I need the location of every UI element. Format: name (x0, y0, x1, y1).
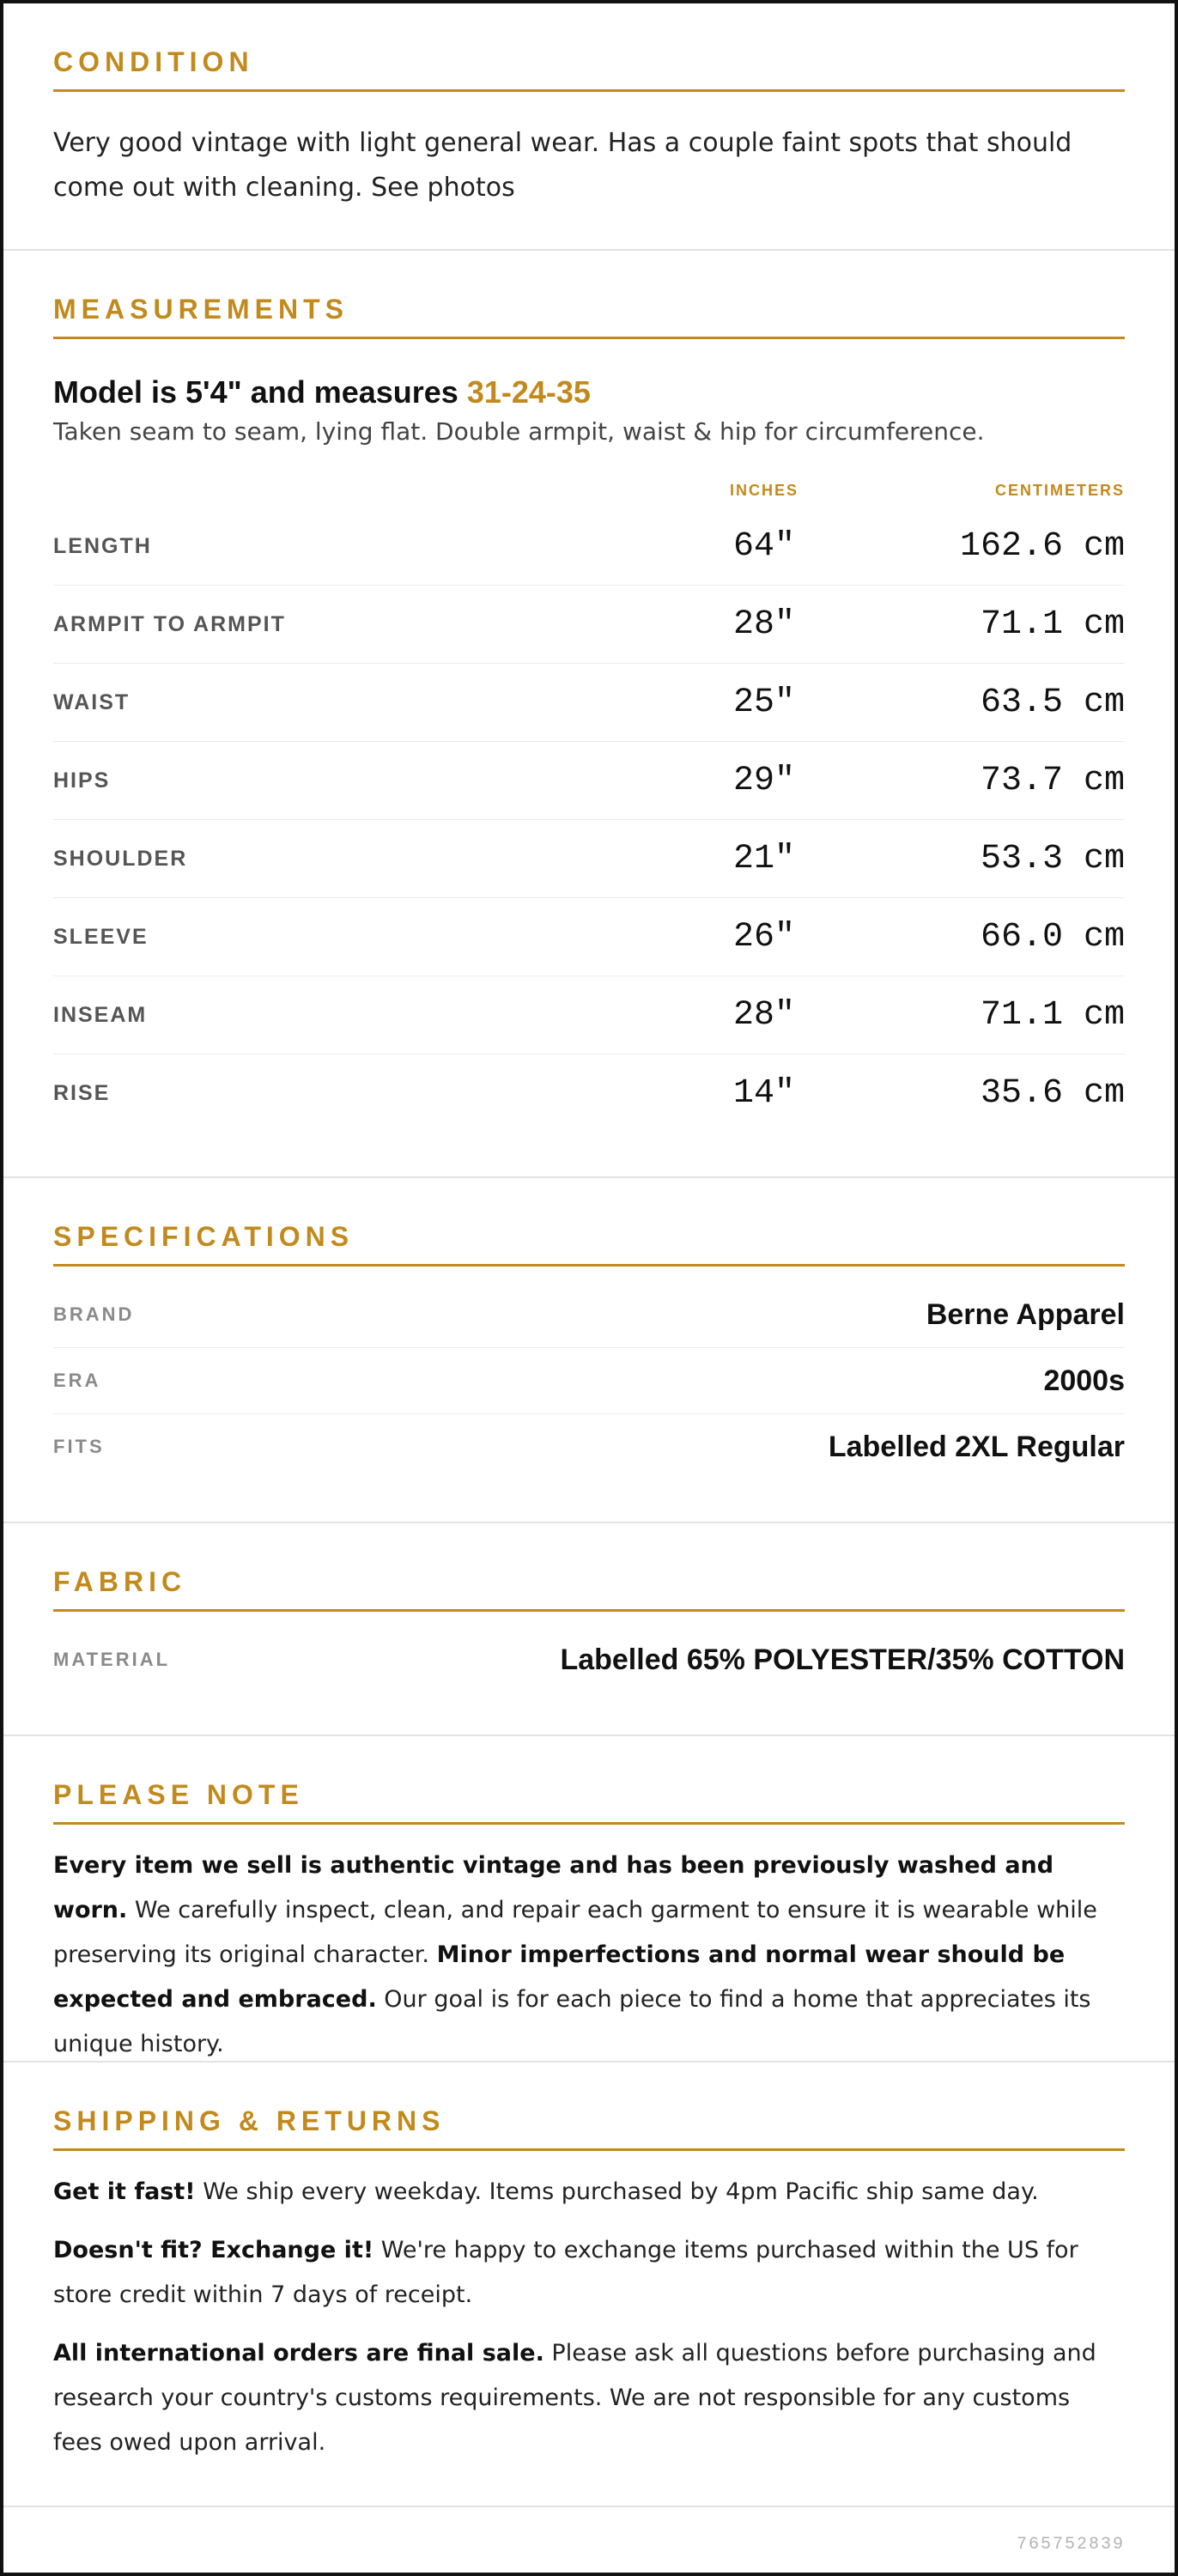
measurement-cm: 63.5 cm (980, 683, 1125, 722)
measurement-label: ARMPIT TO ARMPIT (53, 611, 286, 636)
measurement-cm: 35.6 cm (980, 1073, 1125, 1113)
condition-heading: CONDITION (53, 45, 1125, 92)
note-bold-1: Every item we sell is authentic vintage and has been previously washed and worn. (53, 1852, 1054, 1923)
shipping-bold-2: Doesn't fit? Exchange it! (53, 2237, 374, 2263)
spec-row-brand (53, 1282, 1125, 1348)
fabric-value: Labelled 65% POLYESTER/35% COTTON (560, 1643, 1125, 1676)
measurement-table (53, 507, 1125, 1132)
measurement-inches: 28" (732, 995, 795, 1035)
fabric-heading: FABRIC (53, 1564, 1125, 1612)
fabric-label: MATERIAL (53, 1649, 171, 1670)
measurement-row-armpit (53, 586, 1125, 664)
measurement-row-sleeve (53, 898, 1125, 976)
condition-section (3, 3, 1175, 251)
spec-row-era (53, 1348, 1125, 1414)
note-bold-2: Minor imperfections and normal wear should be expected and embraced. (53, 1941, 1066, 2013)
please-note-text (53, 1844, 1125, 2067)
note-text-1: We carefully inspect, clean, and repair each garment to ensure it is wearable while preserving its original character. (53, 1897, 1097, 1968)
model-measurements: 31-24-35 (466, 374, 591, 410)
spec-label: FITS (53, 1436, 105, 1457)
measurement-row-rise (53, 1054, 1125, 1132)
measurement-inches: 25" (732, 683, 795, 722)
measurement-label: LENGTH (53, 533, 152, 558)
centimeters-column-header: CENTIMETERS (994, 481, 1125, 499)
footer (3, 2507, 1175, 2576)
measurement-inches: 21" (732, 839, 795, 878)
spec-row-fits (53, 1414, 1125, 1479)
shipping-paragraph-2 (53, 2228, 1125, 2318)
measurement-cm: 162.6 cm (959, 526, 1125, 566)
measurement-cm: 73.7 cm (980, 761, 1125, 800)
measurement-label: SLEEVE (53, 924, 149, 949)
measurements-heading: MEASUREMENTS (53, 292, 1125, 339)
spec-label: BRAND (53, 1303, 135, 1325)
measurement-cm: 71.1 cm (980, 605, 1125, 644)
measurement-label: SHOULDER (53, 846, 188, 871)
measurement-cm: 53.3 cm (980, 839, 1125, 878)
please-note-heading: PLEASE NOTE (53, 1777, 1125, 1825)
measurement-inches: 64" (732, 526, 795, 566)
measurement-label: INSEAM (53, 1002, 148, 1027)
shipping-section (3, 2063, 1175, 2507)
specifications-list (53, 1282, 1125, 1479)
fabric-row-material (53, 1627, 1125, 1692)
measurement-label: HIPS (53, 768, 111, 793)
please-note-section (3, 1736, 1175, 2063)
measurement-inches: 26" (732, 917, 795, 957)
shipping-heading: SHIPPING & RETURNS (53, 2104, 1125, 2151)
shipping-paragraph-1 (53, 2170, 1125, 2215)
shipping-bold-3: All international orders are final sale. (53, 2340, 544, 2366)
spec-value: Berne Apparel (926, 1297, 1125, 1331)
spec-value: Labelled 2XL Regular (828, 1430, 1125, 1463)
spec-label: ERA (53, 1370, 101, 1391)
measurement-note: Taken seam to seam, lying flat. Double armpit, waist & hip for circumference. (53, 417, 985, 446)
fabric-section (3, 1523, 1175, 1736)
measurement-label: RISE (53, 1080, 111, 1105)
shipping-text-2: We're happy to exchange items purchased within the US for store credit within 7 days of receipt. (53, 2237, 1078, 2308)
shipping-text-1: We ship every weekday. Items purchased by 4pm Pacific ship same day. (195, 2178, 1039, 2205)
measurement-row-inseam (53, 976, 1125, 1054)
measurement-table-header (53, 473, 1125, 507)
shipping-paragraph-3 (53, 2331, 1125, 2465)
measurement-inches: 29" (732, 761, 795, 800)
fabric-list (53, 1627, 1125, 1692)
specifications-heading: SPECIFICATIONS (53, 1219, 1125, 1267)
measurement-row-length (53, 507, 1125, 586)
measurement-row-shoulder (53, 820, 1125, 898)
measurement-inches: 14" (732, 1073, 795, 1113)
product-id: 765752839 (1016, 2534, 1125, 2555)
measurement-label: WAIST (53, 690, 131, 714)
spec-value: 2000s (1043, 1364, 1125, 1397)
measurement-row-waist (53, 664, 1125, 742)
measurement-row-hips (53, 742, 1125, 820)
measurements-section (3, 251, 1175, 1178)
model-prefix: Model is 5'4" and measures (53, 374, 467, 410)
model-info (53, 374, 1125, 411)
measurement-cm: 66.0 cm (980, 917, 1125, 957)
specifications-section (3, 1178, 1175, 1523)
note-text-2: Our goal is for each piece to find a home that appreciates its unique history. (53, 1986, 1091, 2057)
measurement-inches: 28" (732, 605, 795, 644)
measurement-cm: 71.1 cm (980, 995, 1125, 1035)
shipping-bold-1: Get it fast! (53, 2178, 196, 2205)
shipping-text-3: Please ask all questions before purchasing and research your country's customs requirements. We are not responsible for any customs fees owed upon arrival. (53, 2340, 1096, 2456)
inches-column-header: INCHES (729, 481, 798, 499)
condition-text: Very good vintage with light general wear. Has a couple faint spots that should come out with cleaning. See photos (53, 128, 1072, 203)
